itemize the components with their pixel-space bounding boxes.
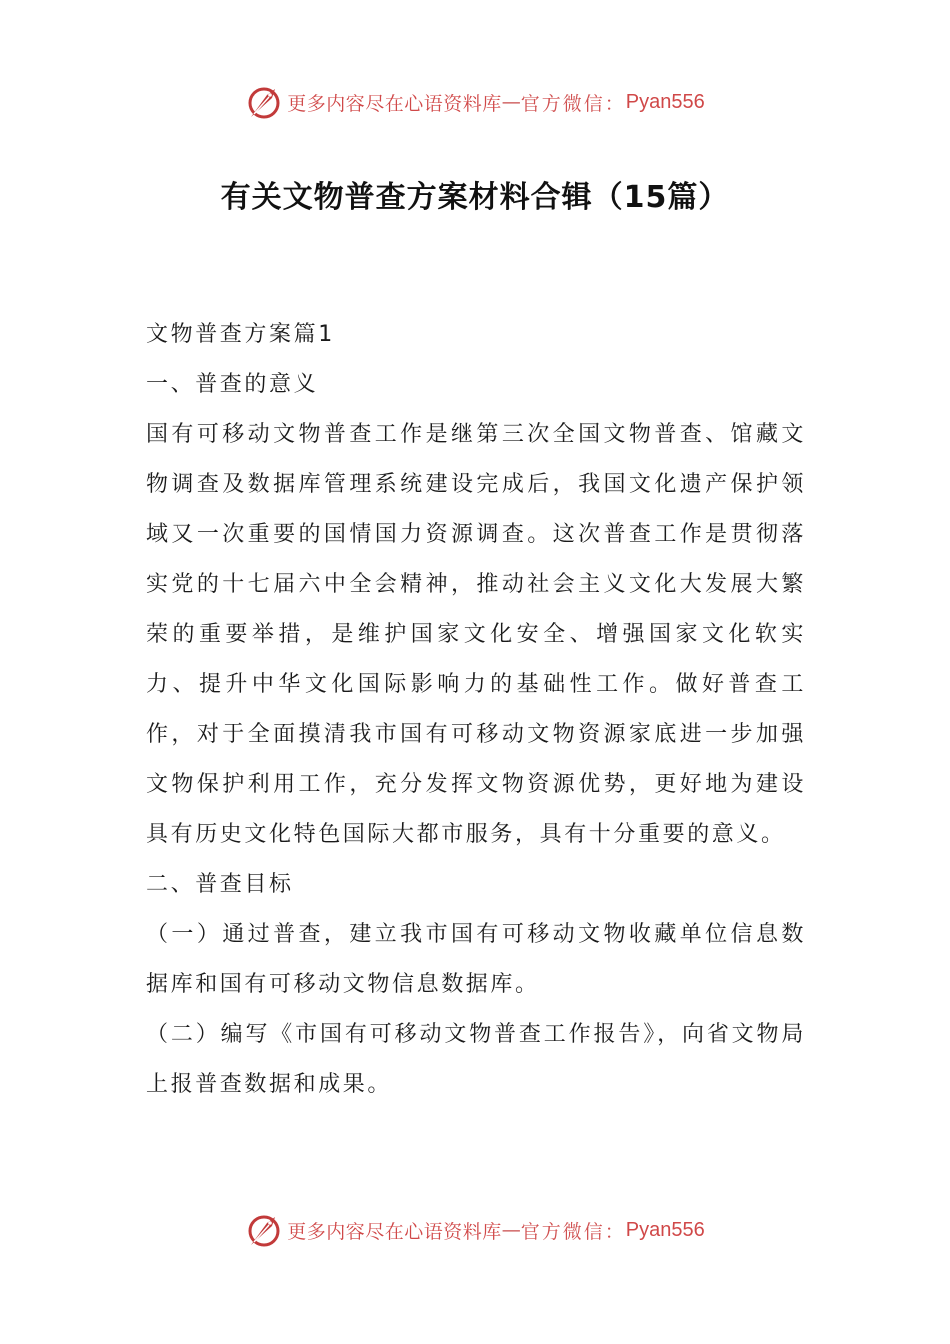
watermark-brand: 更多内容尽在心语资料库	[287, 92, 502, 115]
watermark-official-label: 官方微信：	[520, 92, 626, 115]
watermark-header	[0, 80, 950, 124]
watermark-separator: —	[501, 1219, 521, 1241]
subsection-heading: 一、普查的意义	[146, 372, 319, 397]
body-paragraph: （一）通过普查，建立我市国有可移动文物收藏单位信息数据库和国有可移动文物信息数据库。	[146, 922, 806, 997]
watermark-official-label: 官方微信：	[520, 1220, 626, 1243]
subsection-heading: 二、普查目标	[146, 872, 294, 897]
section-heading: 文物普查方案篇1	[146, 322, 335, 347]
watermark-wechat-id: Pyan556	[625, 1218, 705, 1241]
body-paragraph: （二）编写《市国有可移动文物普查工作报告》，向省文物局上报普查数据和成果。	[146, 1022, 806, 1097]
pen-nib-logo-icon	[245, 1211, 283, 1249]
document-body	[146, 310, 806, 1110]
document-title: 有关文物普查方案材料合辑（15篇）	[220, 180, 730, 215]
body-paragraph: 国有可移动文物普查工作是继第三次全国文物普查、馆藏文物调查及数据库管理系统建设完成后，我国文化遗产保护领域又一次重要的国情国力资源调查。这次普查工作是贯彻落实党的十七届六中全会精神，推动社会主义文化大发展大繁荣的重要举措，是维护国家文化安全、增强国家文化软实力、提升中华文化国际影响力的基础性工作。做好普查工作，对于全面摸清我市国有可移动文物资源家底进一步加强文物保护利用工作，充分发挥文物资源优势，更好地为建设具有历史文化特色国际大都市服务，具有十分重要的意义。	[146, 422, 806, 847]
watermark-wechat-id: Pyan556	[625, 90, 705, 113]
watermark-separator: —	[501, 91, 521, 113]
watermark-footer	[0, 1208, 950, 1252]
pen-nib-logo-icon	[245, 83, 283, 121]
watermark-brand: 更多内容尽在心语资料库	[287, 1220, 502, 1243]
